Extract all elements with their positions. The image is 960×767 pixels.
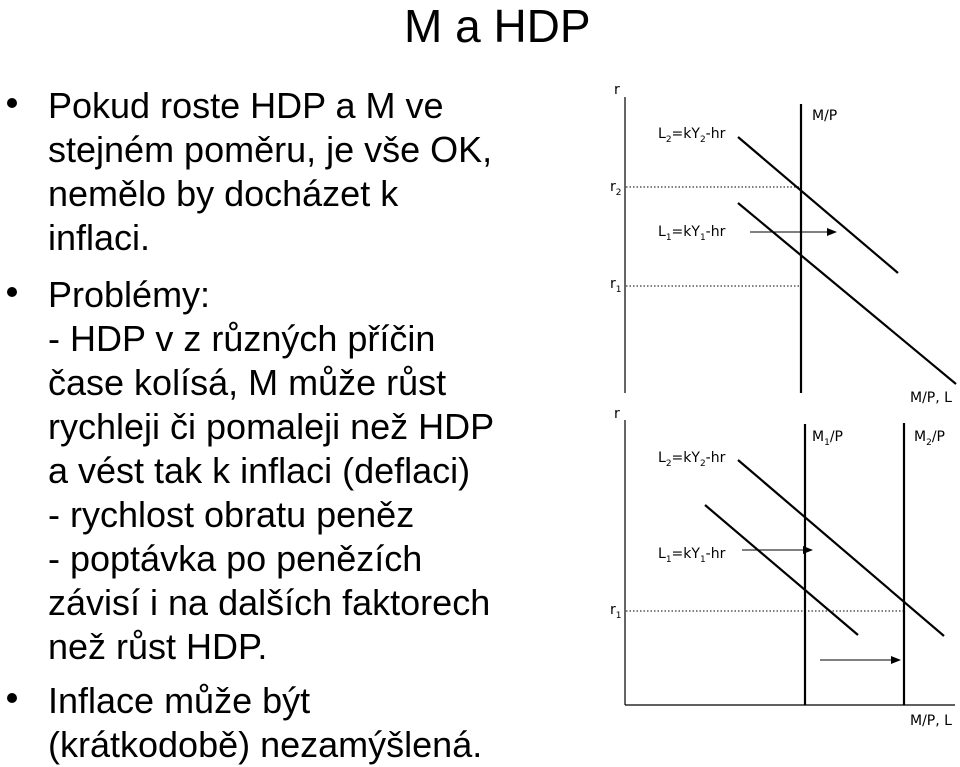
bottom-axis-label-bottom: M/P, L [910, 713, 952, 729]
bullet-text-line: stejném poměru, je vše OK, [48, 129, 493, 170]
bottom-money-supply-m1-label: $M_1/P$ [812, 429, 843, 448]
top-r1-label: $r_1$ [610, 276, 622, 295]
bullet-text-line: inflaci. [48, 217, 151, 258]
slide-title: M a HDP [404, 0, 591, 52]
bottom-r1-label: $r_1$ [610, 602, 622, 621]
bullet-text-line: Pokud roste HDP a M ve [48, 85, 444, 126]
bottom-demand-l1-line [705, 505, 858, 635]
top-demand-l2-line [738, 137, 898, 273]
top-r2-label: $r_2$ [610, 179, 622, 198]
bullet-text-line: Problémy: [48, 274, 211, 315]
top-diagram [610, 82, 956, 393]
bullet-text-line: čase kolísá, M může růst [48, 362, 447, 403]
bottom-diagram [610, 390, 955, 729]
bullet-text-line: - poptávka po penězích [48, 538, 423, 579]
bullet-text-line: rychleji či pomaleji než HDP [48, 406, 495, 447]
bullet-text-line: nemělo by docházet k [48, 173, 399, 214]
bottom-demand-l2-label: $L_2=kY_2-hr$ [658, 450, 726, 469]
top-money-supply-label: M/P [812, 108, 838, 124]
bullet-text-line: Inflace může být [48, 680, 311, 721]
bullet-text-line: (krátkodobě) nezamýšlená. [48, 724, 483, 765]
bullet-text-line: závisí i na dalších faktorech [48, 582, 491, 623]
top-demand-l1-label: $L_1=kY_1-hr$ [658, 224, 726, 243]
bottom-axis-label-top: M/P, L [910, 390, 952, 406]
bottom-y-axis-label: r [614, 406, 620, 422]
bullet-text-line: - HDP v z různých příčin [48, 318, 436, 359]
top-demand-l2-label: $L_2=kY_2-hr$ [658, 126, 726, 145]
bottom-money-supply-m2-label: $M_2/P$ [914, 429, 945, 448]
bullet-text-line: - rychlost obratu peněz [48, 494, 415, 535]
bottom-demand-l2-line [738, 460, 944, 636]
bullet-text-line: a vést tak k inflaci (deflaci) [48, 450, 471, 491]
bottom-demand-l1-label: $L_1=kY_1-hr$ [658, 546, 726, 565]
bullet-text-line: než růst HDP. [48, 626, 268, 667]
top-y-axis-label: r [614, 82, 620, 98]
